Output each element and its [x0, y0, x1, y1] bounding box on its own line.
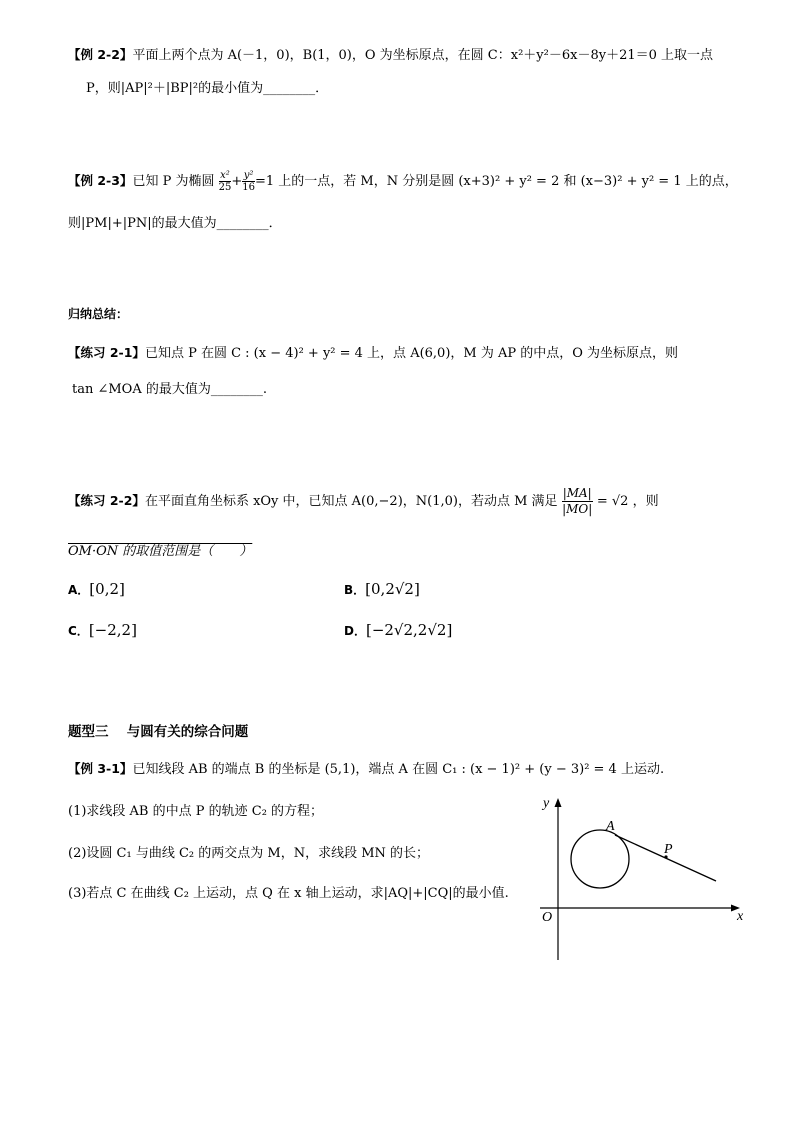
- geometry-figure: [530, 790, 760, 965]
- choice-text: [0,2]: [89, 580, 125, 598]
- practice-2-2-line1: [68, 486, 659, 517]
- fraction-y: $\frac{\text{y²}}{16}$: [242, 170, 255, 193]
- practice-text: 在平面直角坐标系 xOy 中，已知点 A(0,−2)，N(1,0)，若动点 M 满足: [144, 494, 558, 509]
- choice-d[interactable]: [344, 621, 452, 639]
- choice-label: A．: [68, 583, 90, 597]
- label-o: O: [542, 910, 553, 925]
- choice-b[interactable]: [344, 580, 420, 598]
- question-2: (2)设圆 C₁ 与曲线 C₂ 的两交点为 M，N，求线段 MN 的长；: [68, 846, 430, 861]
- vector-product: OM·ON 的取值范围是（ ）: [68, 544, 253, 559]
- circle-c1: [571, 830, 629, 888]
- choice-c[interactable]: [68, 621, 137, 639]
- example-text: 已知 P 为椭圆: [132, 174, 215, 189]
- question-1: (1)求线段 AB 的中点 P 的轨迹 C₂ 的方程；: [68, 804, 324, 819]
- y-axis-arrow: [555, 798, 562, 807]
- choice-text: [0,2√2]: [365, 580, 420, 598]
- example-2-2-line2: P，则|AP|²＋|BP|²的最小值为________．: [86, 81, 329, 96]
- choice-label: D．: [344, 624, 366, 638]
- ratio-fraction: $\frac{|MA|}{|MO|}$: [562, 486, 593, 516]
- choice-a[interactable]: [68, 580, 125, 598]
- label-y: y: [543, 796, 550, 811]
- question-3: (3)若点 C 在曲线 C₂ 上运动，点 Q 在 x 轴上运动，求|AQ|+|CQ|的最小值.: [68, 886, 509, 901]
- example-3-1-line1: [68, 758, 664, 777]
- example-text: 已知线段 AB 的端点 B 的坐标是 (5,1)，端点 A 在圆 C₁ : (x − 1)² + (y − 3)² = 4 上运动.: [132, 762, 665, 777]
- practice-tag: 【练习 2-1】: [68, 345, 145, 360]
- example-text: 平面上两个点为 A(－1，0)，B(1，0)，O 为坐标原点，在圆 C：x²＋y²－6x－8y＋21＝0 上取一点: [132, 48, 714, 63]
- choice-label: B．: [344, 583, 366, 597]
- plus-sign: +: [231, 174, 243, 189]
- label-a: A: [606, 819, 615, 834]
- label-x: x: [737, 909, 744, 924]
- practice-tag: 【练习 2-2】: [68, 493, 145, 508]
- choice-text: [−2√2,2√2]: [365, 621, 453, 639]
- choice-text: [−2,2]: [88, 621, 137, 639]
- choice-label: C．: [68, 624, 89, 638]
- practice-text-post: = √2 ，则: [596, 494, 659, 509]
- summary-heading: 归纳总结：: [68, 307, 129, 321]
- example-tag: 【例 2-3】: [68, 173, 133, 188]
- fraction-x: $\frac{\text{x²}}{25}$: [218, 170, 232, 193]
- practice-2-1-line2: tan ∠MOA 的最大值为________.: [72, 382, 267, 397]
- example-tag: 【例 3-1】: [68, 761, 133, 776]
- practice-2-2-line2: [68, 540, 252, 559]
- example-2-2-line1: [68, 44, 713, 63]
- example-2-3-line1: [68, 170, 738, 193]
- practice-2-1-line1: [68, 342, 678, 361]
- example-tag: 【例 2-2】: [68, 47, 133, 62]
- example-text-post: =1 上的一点，若 M，N 分别是圆 (x+3)² + y² = 2 和 (x−3)² + y² = 1 上的点，: [254, 174, 738, 189]
- practice-text: 已知点 P 在圆 C : (x − 4)² + y² = 4 上，点 A(6,0)，M 为 AP 的中点，O 为坐标原点，则: [144, 346, 679, 361]
- section-heading: 题型三 与圆有关的综合问题: [68, 724, 249, 740]
- example-2-3-line2: 则|PM|+|PN|的最大值为________．: [68, 216, 282, 231]
- label-p: P: [664, 842, 673, 857]
